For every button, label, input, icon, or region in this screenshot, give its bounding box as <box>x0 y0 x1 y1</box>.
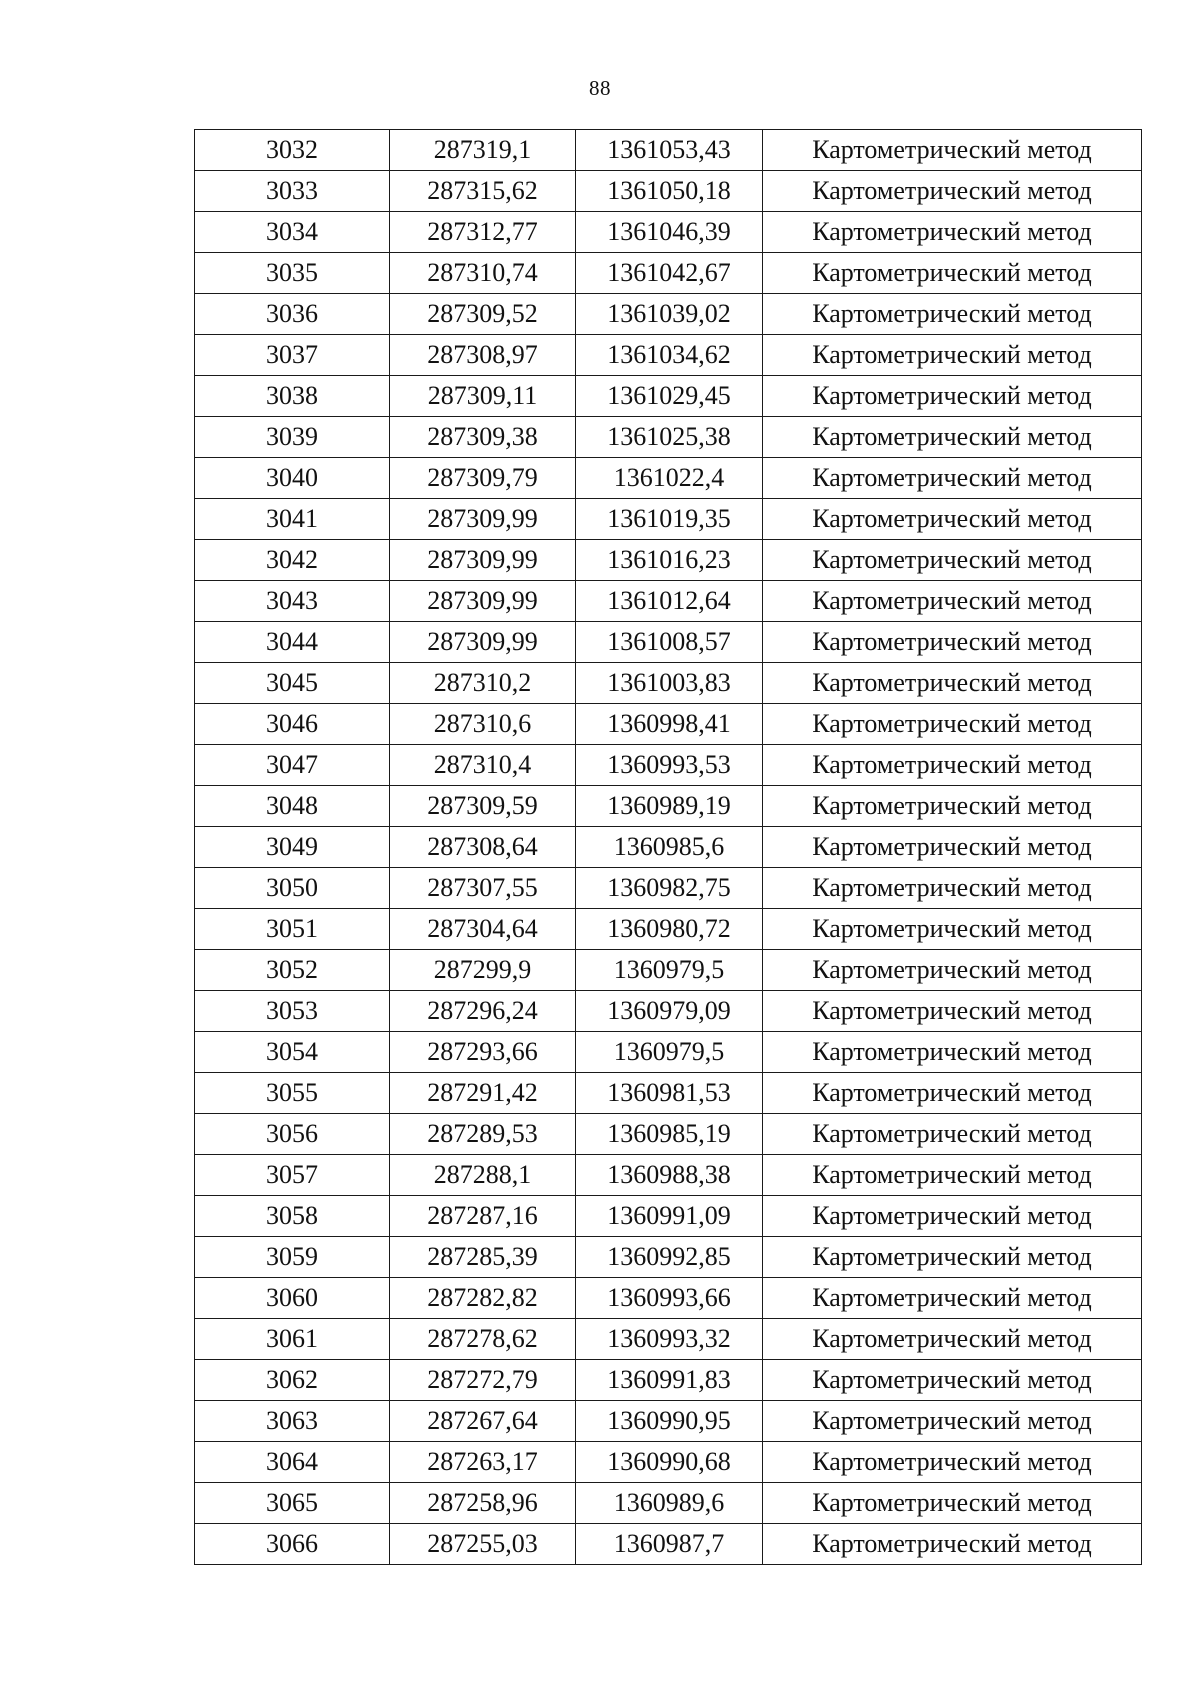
y-coordinate-cell: 1360979,5 <box>576 1032 763 1073</box>
table-row <box>195 1524 1142 1565</box>
point-number-cell: 3059 <box>195 1237 390 1278</box>
table-row <box>195 1114 1142 1155</box>
table-row <box>195 704 1142 745</box>
x-coordinate-cell: 287308,97 <box>390 335 576 376</box>
table-row <box>195 376 1142 417</box>
table-row <box>195 212 1142 253</box>
point-number-cell: 3035 <box>195 253 390 294</box>
table-row <box>195 1442 1142 1483</box>
method-cell: Картометрический метод <box>763 1237 1142 1278</box>
point-number-cell: 3057 <box>195 1155 390 1196</box>
y-coordinate-cell: 1360988,38 <box>576 1155 763 1196</box>
table-row <box>195 1401 1142 1442</box>
y-coordinate-cell: 1361042,67 <box>576 253 763 294</box>
point-number-cell: 3045 <box>195 663 390 704</box>
y-coordinate-cell: 1360989,6 <box>576 1483 763 1524</box>
page-number: 88 <box>589 76 611 100</box>
y-coordinate-cell: 1361053,43 <box>576 130 763 171</box>
x-coordinate-cell: 287309,11 <box>390 376 576 417</box>
point-number-cell: 3047 <box>195 745 390 786</box>
x-coordinate-cell: 287310,74 <box>390 253 576 294</box>
x-coordinate-cell: 287304,64 <box>390 909 576 950</box>
table-row <box>195 417 1142 458</box>
table-row <box>195 294 1142 335</box>
method-cell: Картометрический метод <box>763 212 1142 253</box>
y-coordinate-cell: 1360998,41 <box>576 704 763 745</box>
x-coordinate-cell: 287308,64 <box>390 827 576 868</box>
x-coordinate-cell: 287299,9 <box>390 950 576 991</box>
coordinates-table-body <box>195 130 1142 1565</box>
method-cell: Картометрический метод <box>763 253 1142 294</box>
table-row <box>195 1032 1142 1073</box>
method-cell: Картометрический метод <box>763 991 1142 1032</box>
table-row <box>195 335 1142 376</box>
point-number-cell: 3049 <box>195 827 390 868</box>
table-row <box>195 827 1142 868</box>
method-cell: Картометрический метод <box>763 1278 1142 1319</box>
x-coordinate-cell: 287309,99 <box>390 499 576 540</box>
method-cell: Картометрический метод <box>763 1032 1142 1073</box>
table-row <box>195 581 1142 622</box>
x-coordinate-cell: 287307,55 <box>390 868 576 909</box>
method-cell: Картометрический метод <box>763 827 1142 868</box>
table-row <box>195 1237 1142 1278</box>
method-cell: Картометрический метод <box>763 1196 1142 1237</box>
y-coordinate-cell: 1360991,83 <box>576 1360 763 1401</box>
point-number-cell: 3048 <box>195 786 390 827</box>
method-cell: Картометрический метод <box>763 581 1142 622</box>
y-coordinate-cell: 1360987,7 <box>576 1524 763 1565</box>
y-coordinate-cell: 1361029,45 <box>576 376 763 417</box>
method-cell: Картометрический метод <box>763 171 1142 212</box>
x-coordinate-cell: 287309,38 <box>390 417 576 458</box>
y-coordinate-cell: 1361008,57 <box>576 622 763 663</box>
x-coordinate-cell: 287282,82 <box>390 1278 576 1319</box>
method-cell: Картометрический метод <box>763 458 1142 499</box>
point-number-cell: 3043 <box>195 581 390 622</box>
x-coordinate-cell: 287272,79 <box>390 1360 576 1401</box>
y-coordinate-cell: 1361034,62 <box>576 335 763 376</box>
y-coordinate-cell: 1361022,4 <box>576 458 763 499</box>
method-cell: Картометрический метод <box>763 622 1142 663</box>
y-coordinate-cell: 1360993,66 <box>576 1278 763 1319</box>
point-number-cell: 3044 <box>195 622 390 663</box>
point-number-cell: 3034 <box>195 212 390 253</box>
point-number-cell: 3066 <box>195 1524 390 1565</box>
method-cell: Картометрический метод <box>763 1401 1142 1442</box>
y-coordinate-cell: 1360993,32 <box>576 1319 763 1360</box>
y-coordinate-cell: 1361039,02 <box>576 294 763 335</box>
point-number-cell: 3036 <box>195 294 390 335</box>
method-cell: Картометрический метод <box>763 1442 1142 1483</box>
method-cell: Картометрический метод <box>763 130 1142 171</box>
method-cell: Картометрический метод <box>763 745 1142 786</box>
method-cell: Картометрический метод <box>763 335 1142 376</box>
method-cell: Картометрический метод <box>763 868 1142 909</box>
y-coordinate-cell: 1360989,19 <box>576 786 763 827</box>
method-cell: Картометрический метод <box>763 540 1142 581</box>
table-row <box>195 458 1142 499</box>
y-coordinate-cell: 1360992,85 <box>576 1237 763 1278</box>
method-cell: Картометрический метод <box>763 786 1142 827</box>
x-coordinate-cell: 287312,77 <box>390 212 576 253</box>
table-row <box>195 622 1142 663</box>
y-coordinate-cell: 1360979,09 <box>576 991 763 1032</box>
y-coordinate-cell: 1361003,83 <box>576 663 763 704</box>
point-number-cell: 3033 <box>195 171 390 212</box>
point-number-cell: 3063 <box>195 1401 390 1442</box>
method-cell: Картометрический метод <box>763 704 1142 745</box>
method-cell: Картометрический метод <box>763 499 1142 540</box>
table-row <box>195 950 1142 991</box>
table-row <box>195 991 1142 1032</box>
y-coordinate-cell: 1361025,38 <box>576 417 763 458</box>
point-number-cell: 3046 <box>195 704 390 745</box>
y-coordinate-cell: 1361050,18 <box>576 171 763 212</box>
method-cell: Картометрический метод <box>763 1483 1142 1524</box>
x-coordinate-cell: 287309,79 <box>390 458 576 499</box>
table-row <box>195 868 1142 909</box>
x-coordinate-cell: 287278,62 <box>390 1319 576 1360</box>
x-coordinate-cell: 287296,24 <box>390 991 576 1032</box>
x-coordinate-cell: 287267,64 <box>390 1401 576 1442</box>
point-number-cell: 3051 <box>195 909 390 950</box>
point-number-cell: 3061 <box>195 1319 390 1360</box>
table-row <box>195 1155 1142 1196</box>
point-number-cell: 3038 <box>195 376 390 417</box>
method-cell: Картометрический метод <box>763 1155 1142 1196</box>
point-number-cell: 3062 <box>195 1360 390 1401</box>
point-number-cell: 3032 <box>195 130 390 171</box>
y-coordinate-cell: 1360993,53 <box>576 745 763 786</box>
x-coordinate-cell: 287310,2 <box>390 663 576 704</box>
method-cell: Картометрический метод <box>763 1360 1142 1401</box>
x-coordinate-cell: 287293,66 <box>390 1032 576 1073</box>
point-number-cell: 3053 <box>195 991 390 1032</box>
x-coordinate-cell: 287309,59 <box>390 786 576 827</box>
x-coordinate-cell: 287309,99 <box>390 581 576 622</box>
y-coordinate-cell: 1360985,6 <box>576 827 763 868</box>
x-coordinate-cell: 287287,16 <box>390 1196 576 1237</box>
x-coordinate-cell: 287310,4 <box>390 745 576 786</box>
x-coordinate-cell: 287309,99 <box>390 622 576 663</box>
y-coordinate-cell: 1360980,72 <box>576 909 763 950</box>
method-cell: Картометрический метод <box>763 909 1142 950</box>
table-row <box>195 253 1142 294</box>
y-coordinate-cell: 1361019,35 <box>576 499 763 540</box>
point-number-cell: 3056 <box>195 1114 390 1155</box>
x-coordinate-cell: 287289,53 <box>390 1114 576 1155</box>
method-cell: Картометрический метод <box>763 950 1142 991</box>
table-row <box>195 1196 1142 1237</box>
x-coordinate-cell: 287291,42 <box>390 1073 576 1114</box>
table-row <box>195 130 1142 171</box>
y-coordinate-cell: 1360979,5 <box>576 950 763 991</box>
point-number-cell: 3040 <box>195 458 390 499</box>
point-number-cell: 3042 <box>195 540 390 581</box>
x-coordinate-cell: 287310,6 <box>390 704 576 745</box>
coordinates-table <box>194 129 1142 1565</box>
table-row <box>195 499 1142 540</box>
method-cell: Картометрический метод <box>763 1319 1142 1360</box>
x-coordinate-cell: 287288,1 <box>390 1155 576 1196</box>
y-coordinate-cell: 1361046,39 <box>576 212 763 253</box>
x-coordinate-cell: 287263,17 <box>390 1442 576 1483</box>
point-number-cell: 3050 <box>195 868 390 909</box>
table-row <box>195 171 1142 212</box>
table-row <box>195 1278 1142 1319</box>
y-coordinate-cell: 1360990,68 <box>576 1442 763 1483</box>
point-number-cell: 3037 <box>195 335 390 376</box>
point-number-cell: 3055 <box>195 1073 390 1114</box>
table-row <box>195 540 1142 581</box>
x-coordinate-cell: 287309,99 <box>390 540 576 581</box>
y-coordinate-cell: 1361016,23 <box>576 540 763 581</box>
point-number-cell: 3065 <box>195 1483 390 1524</box>
method-cell: Картометрический метод <box>763 376 1142 417</box>
table-row <box>195 663 1142 704</box>
x-coordinate-cell: 287319,1 <box>390 130 576 171</box>
point-number-cell: 3041 <box>195 499 390 540</box>
x-coordinate-cell: 287255,03 <box>390 1524 576 1565</box>
table-row <box>195 909 1142 950</box>
method-cell: Картометрический метод <box>763 1114 1142 1155</box>
table-row <box>195 1073 1142 1114</box>
method-cell: Картометрический метод <box>763 1524 1142 1565</box>
table-row <box>195 745 1142 786</box>
y-coordinate-cell: 1360991,09 <box>576 1196 763 1237</box>
method-cell: Картометрический метод <box>763 1073 1142 1114</box>
point-number-cell: 3060 <box>195 1278 390 1319</box>
point-number-cell: 3054 <box>195 1032 390 1073</box>
table-row <box>195 786 1142 827</box>
method-cell: Картометрический метод <box>763 294 1142 335</box>
method-cell: Картометрический метод <box>763 663 1142 704</box>
x-coordinate-cell: 287309,52 <box>390 294 576 335</box>
x-coordinate-cell: 287258,96 <box>390 1483 576 1524</box>
point-number-cell: 3058 <box>195 1196 390 1237</box>
y-coordinate-cell: 1361012,64 <box>576 581 763 622</box>
point-number-cell: 3039 <box>195 417 390 458</box>
y-coordinate-cell: 1360981,53 <box>576 1073 763 1114</box>
x-coordinate-cell: 287285,39 <box>390 1237 576 1278</box>
x-coordinate-cell: 287315,62 <box>390 171 576 212</box>
y-coordinate-cell: 1360985,19 <box>576 1114 763 1155</box>
table-row <box>195 1360 1142 1401</box>
method-cell: Картометрический метод <box>763 417 1142 458</box>
point-number-cell: 3064 <box>195 1442 390 1483</box>
table-row <box>195 1483 1142 1524</box>
table-row <box>195 1319 1142 1360</box>
point-number-cell: 3052 <box>195 950 390 991</box>
y-coordinate-cell: 1360990,95 <box>576 1401 763 1442</box>
y-coordinate-cell: 1360982,75 <box>576 868 763 909</box>
